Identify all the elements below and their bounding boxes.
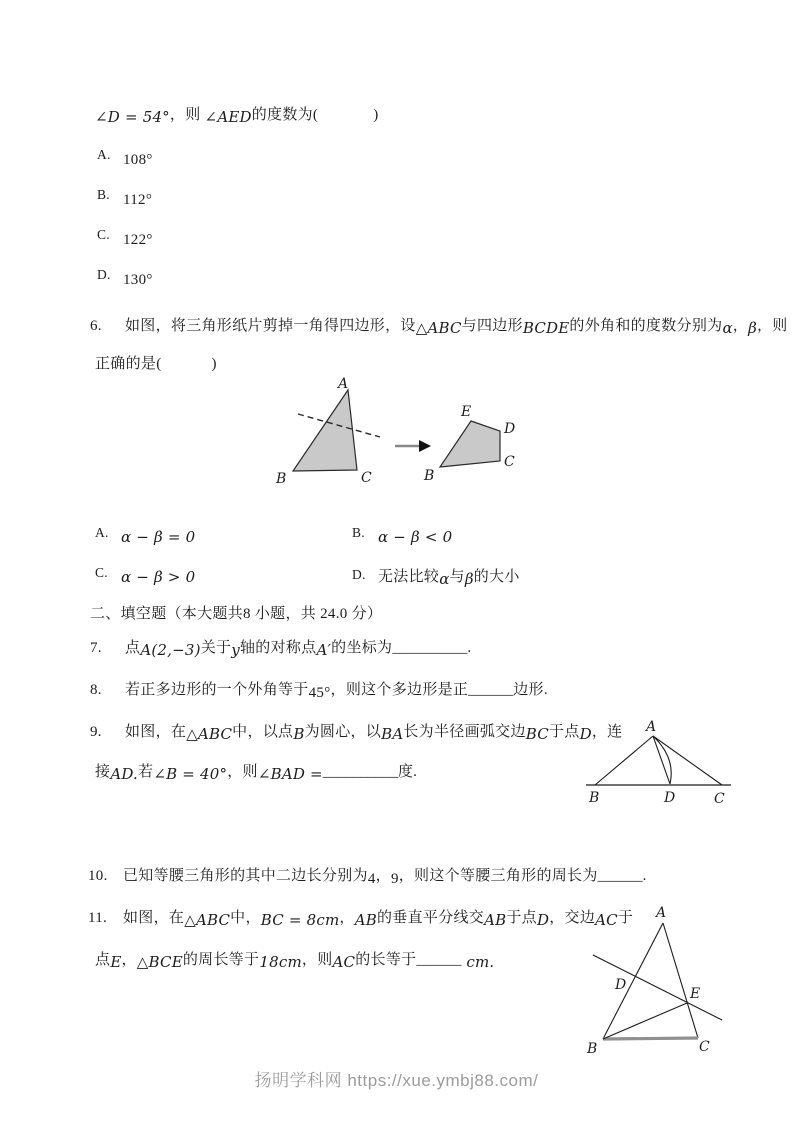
- q9-text-10: 度.: [397, 764, 418, 780]
- q6-option-b-label: B.: [352, 525, 365, 540]
- q6-figure-triangle-to-quad: [268, 377, 530, 489]
- q9-math-d: D: [579, 725, 592, 743]
- q6-option-a-value: α − β = 0: [121, 528, 196, 546]
- q6-text-3: 的外角和的度数分别为: [569, 318, 723, 334]
- q7-number: 7.: [90, 640, 102, 656]
- q9-text-1: 如图，在: [125, 724, 187, 740]
- q5-option-d-value: 130°: [123, 272, 153, 288]
- q9-math-bc: BC: [525, 725, 549, 743]
- q6-text-2: 与四边形: [461, 318, 523, 334]
- q6-quad-label-e: E: [461, 404, 472, 420]
- q9-figure-triangle-arc: [580, 718, 738, 808]
- q9-math-ad: AD.: [110, 765, 139, 783]
- q8-math-45: 45°: [308, 685, 331, 701]
- q6-quad-label-b: B: [424, 468, 435, 484]
- q8-text-2: ，则这个多边形是正: [330, 682, 469, 698]
- q11-math-e: E: [110, 953, 122, 971]
- q11-number: 11.: [88, 910, 108, 926]
- q5-option-a-label: A.: [97, 147, 111, 162]
- arrow-head-icon: [419, 440, 431, 452]
- q5-option-b-value: 112°: [123, 192, 153, 208]
- q11-text-7: 于: [617, 910, 634, 926]
- q11-math-ab-2: AB: [484, 911, 507, 929]
- q9-segment-ad: [653, 736, 670, 784]
- q7-text-4: 的坐标为: [331, 640, 393, 656]
- q5-stem-line: [95, 103, 379, 124]
- q5-text-degree-of: 的度数为(: [251, 107, 319, 123]
- q9-side-ac: [653, 736, 722, 785]
- q11-text-2: 中，: [230, 910, 261, 926]
- q6-option-d-label: D.: [352, 567, 366, 582]
- q9-text-6: ，连: [591, 724, 623, 740]
- q7-text-1: 点: [125, 640, 141, 656]
- q9-text-9: ，则: [227, 764, 258, 780]
- q11-label-a: A: [656, 905, 667, 921]
- q6-quad-shape: [440, 421, 500, 467]
- footer-watermark: [0, 1066, 793, 1091]
- q11-side-ab: [603, 923, 663, 1039]
- q6-number: 6.: [90, 318, 102, 334]
- q9-math-b: B: [293, 725, 305, 743]
- q6-math-abc: △ABC: [415, 319, 462, 337]
- q11-text-8: 点: [95, 952, 111, 968]
- q5-option-b: [97, 189, 152, 206]
- q5-option-c-value: 122°: [123, 232, 153, 248]
- footer-site-text: 扬明学科网 https://xue.ymbj88.com/: [254, 1071, 539, 1090]
- q5-text-close-paren: ): [373, 107, 379, 123]
- q5-option-b-label: B.: [97, 187, 110, 202]
- q11-line2: [95, 948, 494, 969]
- q11-text-11: ，则: [301, 952, 333, 968]
- q6-option-d-beta: β: [464, 570, 474, 588]
- q11-bisector-line: [593, 955, 722, 1020]
- q6-math-beta: β: [748, 319, 757, 337]
- q6-option-d-text-1: 无法比较: [378, 569, 440, 585]
- q5-option-d-label: D.: [97, 267, 111, 282]
- q9-answer-blank: __________: [322, 764, 398, 780]
- q5-option-d: [97, 269, 153, 286]
- q9-label-c: C: [714, 791, 725, 807]
- q11-math-bce: △BCE: [136, 953, 183, 971]
- section2-title: 二、填空题（本大题共8 小题，共 24.0 分）: [90, 606, 383, 622]
- q7-text-3: 轴的对称点: [239, 640, 317, 656]
- q11-label-c: C: [699, 1039, 710, 1055]
- q6-text-correct-is: 正确的是(: [95, 356, 162, 372]
- q9-math-abc: △ABC: [186, 725, 233, 743]
- q11-math-d: D: [536, 911, 550, 929]
- q11-text-6: ，交边: [549, 910, 596, 926]
- q6-option-d: [352, 565, 520, 586]
- q10-number: 10.: [88, 868, 108, 884]
- q9-line2: [95, 760, 417, 781]
- q11-text-10: 的周长等于: [182, 952, 260, 968]
- q9-text-2: 中，以点: [232, 724, 294, 740]
- q11-side-ac: [663, 923, 701, 1038]
- q6-math-alpha: α: [722, 319, 733, 337]
- q6-option-c-label: C.: [95, 565, 108, 580]
- q7-answer-blank: __________: [392, 640, 468, 656]
- q6-text-4: ，: [732, 318, 749, 334]
- q6-text-5: ，则: [756, 318, 788, 334]
- q11-math-bc-8cm: BC = 8cm: [260, 911, 340, 929]
- q7-math-a-prime: A′: [316, 641, 332, 659]
- q9-text-5: 于点: [548, 724, 580, 740]
- q11-answer-blank: ______: [416, 952, 462, 968]
- q6-triangle-label-a: A: [338, 377, 349, 392]
- q6-text-close-paren: ): [211, 356, 217, 372]
- q9-line1: [90, 720, 622, 741]
- q6-triangle-label-c: C: [361, 470, 372, 486]
- q5-option-c-label: C.: [97, 227, 110, 242]
- q9-text-8: 若: [138, 764, 154, 780]
- q11-label-d: D: [615, 977, 627, 993]
- q11-text-1: 如图，在: [123, 910, 185, 926]
- q11-line1: [88, 906, 633, 927]
- q11-text-4: 的垂直平分线交: [377, 910, 485, 926]
- q6-option-b: [352, 525, 452, 544]
- q10-answer-blank: ______: [597, 868, 643, 884]
- q6-quad-label-c: C: [504, 454, 515, 470]
- q10-math-4: 4: [367, 871, 376, 887]
- q9-text-7: 接: [95, 764, 111, 780]
- q11-segment-be: [603, 1003, 687, 1039]
- q7-text-2: 关于: [200, 640, 232, 656]
- q6-option-c: [95, 565, 195, 584]
- q7-math-point: A(2,−3): [140, 641, 201, 659]
- q7-math-y: y: [231, 641, 240, 659]
- q11-math-abc: △ABC: [184, 911, 231, 929]
- q6-triangle-label-b: B: [276, 471, 287, 487]
- q5-text-then: ，则: [169, 107, 205, 123]
- q8-text-3: 边形.: [513, 682, 548, 698]
- q9-side-ab: [595, 736, 653, 785]
- q6-quad-label-d: D: [504, 421, 516, 437]
- q10-math-9: 9: [390, 871, 399, 887]
- q9-label-a: A: [646, 719, 657, 735]
- q10-text-3: ，则这个等腰三角形的周长为: [398, 868, 598, 884]
- q6-option-d-text-2: 与: [449, 569, 465, 585]
- q8-number: 8.: [90, 682, 102, 698]
- q11-text-3: ，: [339, 910, 355, 926]
- q9-text-3: 为圆心，以: [304, 724, 382, 740]
- q9-text-4: 长为半径画弧交边: [403, 724, 526, 740]
- q6-option-d-alpha: α: [439, 570, 450, 588]
- q11-label-e: E: [690, 986, 701, 1002]
- q5-math-angle-aed: ∠AED: [204, 108, 252, 126]
- q8-text-1: 若正多边形的一个外角等于: [125, 682, 309, 698]
- q6-math-bcde: BCDE: [522, 319, 570, 337]
- q9-label-d: D: [664, 790, 676, 806]
- q9-number: 9.: [90, 724, 102, 740]
- q6-option-a-label: A.: [95, 525, 109, 540]
- q6-option-b-value: α − β < 0: [378, 528, 453, 546]
- q7-text-5: .: [467, 640, 472, 656]
- q11-text-9: ，: [121, 952, 137, 968]
- q5-option-a-value: 108°: [123, 152, 153, 168]
- q9-label-b: B: [589, 790, 600, 806]
- q10-text-4: .: [642, 868, 647, 884]
- q11-math-ac-1: AC: [595, 911, 618, 929]
- q6-option-c-value: α − β > 0: [121, 568, 196, 586]
- q9-math-angle-b-40: ∠B = 40°: [153, 765, 228, 783]
- q6-option-d-text-3: 的大小: [473, 569, 520, 585]
- q5-option-c: [97, 229, 153, 246]
- q7-line: [90, 636, 471, 657]
- q5-option-a: [97, 149, 153, 166]
- section2-header: [90, 602, 382, 623]
- q11-label-b: B: [587, 1041, 598, 1057]
- q11-math-18cm: 18cm: [259, 953, 302, 971]
- q9-math-angle-bad: ∠BAD =: [257, 765, 323, 783]
- q8-line: [90, 678, 548, 699]
- q11-figure-perpendicular-bisector: [558, 896, 791, 1060]
- q10-line: [88, 864, 647, 885]
- q5-math-angle-d: ∠D = 54°: [95, 108, 170, 126]
- q8-answer-blank: ______: [468, 682, 514, 698]
- q10-text-2: ，: [375, 868, 391, 884]
- q11-math-ac-2: AC: [332, 953, 356, 971]
- q10-text-1: 已知等腰三角形的其中二边长分别为: [123, 868, 368, 884]
- q6-option-a: [95, 525, 195, 544]
- q11-math-ab-1: AB: [354, 911, 377, 929]
- q11-side-bc: [603, 1038, 698, 1039]
- q6-stem-line2: [95, 352, 217, 373]
- q6-stem-line1: [90, 314, 788, 335]
- q11-text-13: cm.: [461, 953, 495, 971]
- q6-text-1: 如图，将三角形纸片剪掉一角得四边形，设: [125, 318, 416, 334]
- q6-triangle-shape: [293, 390, 357, 471]
- q11-text-5: 于点: [506, 910, 537, 926]
- q11-text-12: 的长等于: [355, 952, 417, 968]
- q9-math-ba: BA: [381, 725, 404, 743]
